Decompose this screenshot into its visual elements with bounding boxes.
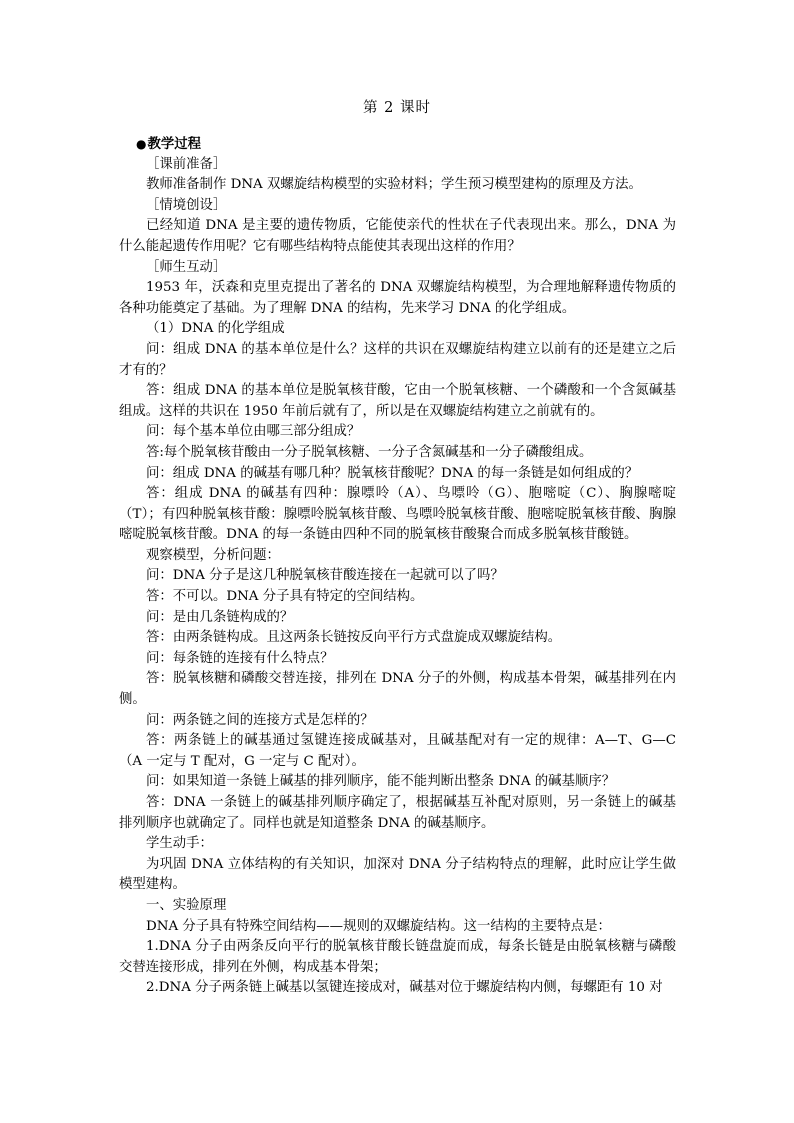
answer: 答：脱氧核糖和磷酸交替连接，排列在 DNA 分子的外侧，构成基本骨架，碱基排列在内侧。 [119,671,676,708]
paragraph: DNA 分子具有特殊空间结构——规则的双螺旋结构。这一结构的主要特点是： [146,918,611,934]
paragraph: 已经知道 DNA 是主要的遗传物质，它能使亲代的性状在子代表现出来。那么，DNA 为什么能起遗传作用呢？它有哪些结构特点能使其表现出这样的作用？ [119,218,676,254]
section-heading-text: 教学过程 [147,136,202,152]
answer: 答：两条链上的碱基通过氢键连接成碱基对，且碱基配对有一定的规律：A—T、G—C（A 一定与 T 配对，G 一定与 C 配对）。 [119,733,676,769]
subheading: （1）DNA 的化学组成 [146,321,285,337]
bullet-icon: ● [136,137,147,151]
question: 问：每个基本单位由哪三部分组成？ [146,424,361,440]
question: 问：组成 DNA 的碱基有哪几种？脱氧核苷酸呢？DNA 的每一条链是如何组成的？ [146,465,639,481]
paragraph: 观察模型，分析问题： [146,547,280,563]
question: 问：组成 DNA 的基本单位是什么？这样的共识在双螺旋结构建立以前有的还是建立之后才有的？ [119,341,676,378]
paragraph: 1953 年，沃森和克里克提出了著名的 DNA 双螺旋结构模型，为合理地解释遗传物质的各种功能奠定了基础。为了理解 DNA 的结构，先来学习 DNA 的化学组成。 [119,280,676,316]
question: 问：如果知道一条链上碱基的排列顺序，能不能判断出整条 DNA 的碱基顺序？ [146,774,616,790]
answer: 答：由两条链构成。且这两条长链按反向平行方式盘旋成双螺旋结构。 [146,630,562,646]
answer: 答：组成 DNA 的基本单位是脱氧核苷酸，它由一个脱氧核糖、一个磷酸和一个含氮碱基组成。这样的共识在 1950 年前后就有了，所以是在双螺旋结构建立之前就有的。 [119,383,676,419]
section-label-preparation: ［课前准备］ [146,156,227,172]
paragraph: 教师准备制作 DNA 双螺旋结构模型的实验材料；学生预习模型建构的原理及方法。 [146,177,642,193]
section-label-situation: ［情境创设］ [146,197,227,213]
list-item: 2.DNA 分子两条链上碱基以氢键连接成对，碱基对位于螺旋结构内侧，每螺距有 10 对 [146,980,663,996]
list-item: 1.DNA 分子由两条反向平行的脱氧核苷酸长链盘旋而成，每条长链是由脱氧核糖与磷酸交替连接形成，排列在外侧，构成基本骨架； [119,939,676,975]
section-heading [119,134,676,155]
page-title: 第 2 课时 [363,100,431,116]
answer: 答:每个脱氧核苷酸由一分子脱氧核糖、一分子含氮碱基和一分子磷酸组成。 [146,444,593,460]
section-label-interaction: ［师生互动］ [146,259,227,275]
question: 问：每条链的连接有什么特点？ [146,650,334,666]
document-body [119,134,676,999]
paragraph: 学生动手： [146,836,213,852]
question: 问：两条链之间的连接方式是怎样的？ [146,712,374,728]
answer: 答：DNA 一条链上的碱基排列顺序确定了，根据碱基互补配对原则，另一条链上的碱基排列顺序也就确定了。同样也就是知道整条 DNA 的碱基顺序。 [119,795,676,831]
answer: 答：组成 DNA 的碱基有四种：腺嘌呤（A）、鸟嘌呤（G）、胞嘧啶（C）、胸腺嘧啶（T）；有四种脱氧核苷酸：腺嘌呤脱氧核苷酸、鸟嘌呤脱氧核苷酸、胞嘧啶脱氧核苷酸、胸腺嘧啶脱氧核苷酸。DNA 的每一条链由四种不同的脱氧核苷酸聚合而成多脱氧核苷酸链。 [119,486,676,543]
question: 问：是由几条链构成的？ [146,609,294,625]
answer: 答：不可以。DNA 分子具有特定的空间结构。 [146,589,424,605]
question: 问：DNA 分子是这几种脱氧核苷酸连接在一起就可以了吗？ [146,568,504,584]
subheading: 一、实验原理 [146,897,227,913]
paragraph: 为巩固 DNA 立体结构的有关知识，加深对 DNA 分子结构特点的理解，此时应让学生做模型建构。 [119,856,676,893]
